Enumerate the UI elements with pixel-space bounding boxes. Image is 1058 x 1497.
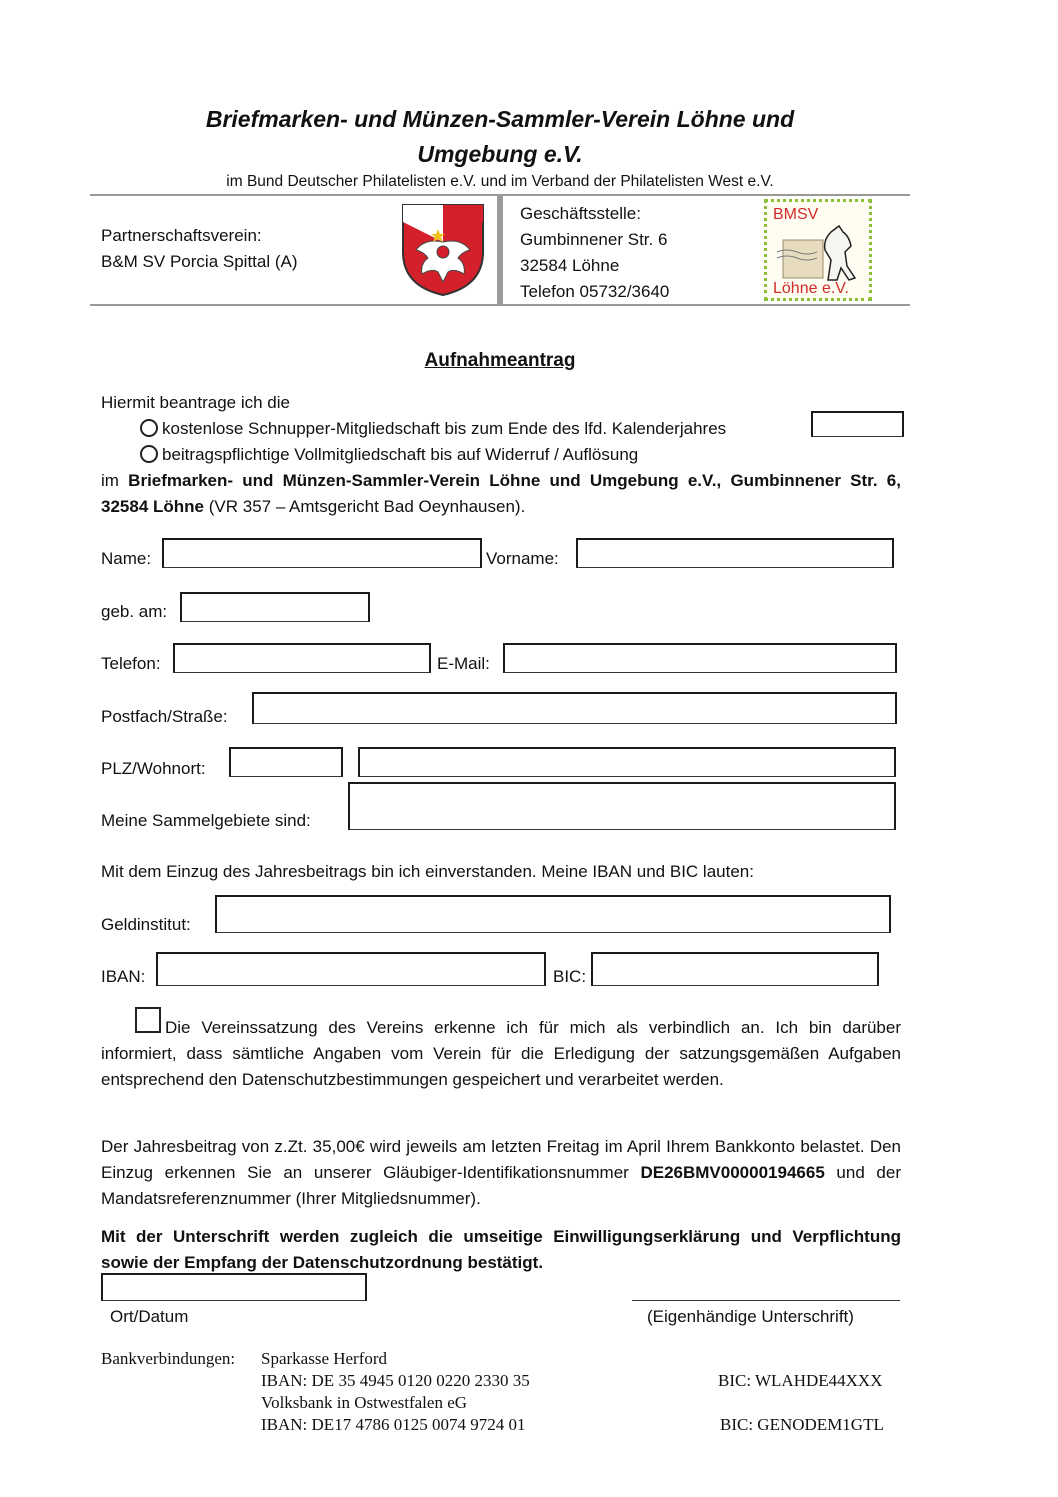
plz-city-label: PLZ/Wohnort:	[101, 759, 206, 778]
bank2-iban: IBAN: DE17 4786 0125 0074 9724 01	[261, 1415, 526, 1434]
creditor-id: DE26BMV00000194665	[640, 1163, 825, 1182]
signature-notice: Mit der Unterschrift werden zugleich die umseitige Einwilligungserklärung und Verpflichtung sowie der Empfang der Datenschutzordnung bestätigt.	[101, 1227, 901, 1272]
vorname-input[interactable]	[576, 538, 894, 568]
place-date-input[interactable]	[101, 1273, 367, 1301]
partner-name: B&M SV Porcia Spittal (A)	[101, 252, 298, 271]
name-label: Name:	[101, 549, 152, 568]
birthdate-input[interactable]	[180, 592, 370, 622]
email-input[interactable]	[503, 643, 897, 673]
office-street: Gumbinnener Str. 6	[520, 230, 668, 249]
collecting-areas-label: Meine Sammelgebiete sind:	[101, 811, 311, 830]
bank2-name: Volksbank in Ostwestfalen eG	[261, 1393, 468, 1412]
bank1-bic: BIC: WLAHDE44XXX	[718, 1371, 883, 1390]
coat-of-arms-icon	[400, 202, 486, 303]
club-title-line1: Briefmarken- und Münzen-Sammler-Verein Löhne und	[205, 106, 795, 132]
club-pre: im	[101, 471, 119, 490]
logo-bottom-text: Löhne e.V.	[773, 280, 849, 297]
logo-top-text: BMSV	[773, 206, 819, 223]
statute-consent-text: Die Vereinssatzung des Vereins erkenne ich für mich als verbindlich an. Ich bin darüber informiert, dass sämtliche Angaben vom Verein für die Erledigung der satzungsgemäßen Aufgaben entsprechend den Datenschutzbestimmungen gespeichert und verarbeitet werden.	[101, 1018, 901, 1089]
collecting-areas-input[interactable]	[348, 782, 896, 830]
option-full-label: beitragspflichtige Vollmitgliedschaft bis auf Widerruf / Auflösung	[162, 445, 639, 464]
bic-label: BIC:	[553, 967, 587, 986]
sepa-consent-text: Mit dem Einzug des Jahresbeitrags bin ich einverstanden. Meine IBAN und BIC lauten:	[101, 862, 754, 881]
office-city: 32584 Löhne	[520, 256, 620, 275]
club-subtitle: im Bund Deutscher Philatelisten e.V. und im Verband der Philatelisten West e.V.	[226, 173, 774, 190]
iban-input[interactable]	[156, 952, 546, 986]
iban-label: IBAN:	[101, 967, 146, 986]
trial-year-field[interactable]	[811, 411, 904, 437]
bic-input[interactable]	[591, 952, 879, 986]
header-bottom-rule	[90, 304, 910, 306]
club-title-line2: Umgebung e.V.	[417, 141, 583, 167]
phone-label: Telefon:	[101, 654, 161, 673]
header-divider	[497, 196, 503, 304]
birthdate-label: geb. am:	[101, 602, 168, 621]
option-full-radio[interactable]	[140, 445, 158, 463]
bank-label: Bankverbindungen:	[101, 1349, 236, 1368]
signature-label: (Eigenhändige Unterschrift)	[647, 1307, 854, 1326]
office-phone: Telefon 05732/3640	[520, 282, 670, 301]
fee-text-end: und der Mandatsreferenznummer (Ihrer Mitgliedsnummer).	[101, 1163, 901, 1208]
bank1-iban: IBAN: DE 35 4945 0120 0220 2330 35	[261, 1371, 530, 1390]
option-trial-radio[interactable]	[140, 419, 158, 437]
option-trial-label: kostenlose Schnupper-Mitgliedschaft bis zum Ende des lfd. Kalenderjahres	[162, 419, 727, 438]
club-register: (VR 357 – Amtsgericht Bad Oeynhausen).	[208, 497, 526, 516]
horse-stamp-icon	[773, 222, 865, 286]
vorname-label: Vorname:	[486, 549, 559, 568]
email-label: E-Mail:	[437, 654, 490, 673]
signature-line	[632, 1300, 900, 1301]
form-heading: Aufnahmeantrag	[424, 350, 576, 371]
street-label: Postfach/Straße:	[101, 707, 228, 726]
intro-text: Hiermit beantrage ich die	[101, 393, 290, 412]
bank2-bic: BIC: GENODEM1GTL	[720, 1415, 884, 1434]
city-input[interactable]	[358, 747, 896, 777]
fee-paragraph	[101, 1134, 901, 1212]
office-label: Geschäftsstelle:	[520, 204, 641, 223]
partner-label: Partnerschaftsverein:	[101, 226, 262, 245]
name-input[interactable]	[162, 538, 482, 568]
plz-input[interactable]	[229, 747, 343, 777]
bank1-name: Sparkasse Herford	[261, 1349, 388, 1368]
bank-name-input[interactable]	[215, 895, 891, 933]
phone-input[interactable]	[173, 643, 431, 673]
club-statement	[101, 468, 901, 520]
fee-text: Der Jahresbeitrag von z.Zt. 35,00€ wird jeweils am letzten Freitag im April Ihrem Bankkonto belastet. Den Einzug erkennen Sie an unserer Gläubiger-Identifikationsnummer	[101, 1137, 901, 1182]
street-input[interactable]	[252, 692, 897, 724]
bank-name-label: Geldinstitut:	[101, 915, 191, 934]
club-name-bold: Briefmarken- und Münzen-Sammler-Verein Löhne und Umgebung e.V., Gumbinnener Str. 6, 32584 Löhne	[101, 471, 901, 516]
place-date-label: Ort/Datum	[110, 1307, 189, 1326]
club-logo	[764, 199, 872, 301]
